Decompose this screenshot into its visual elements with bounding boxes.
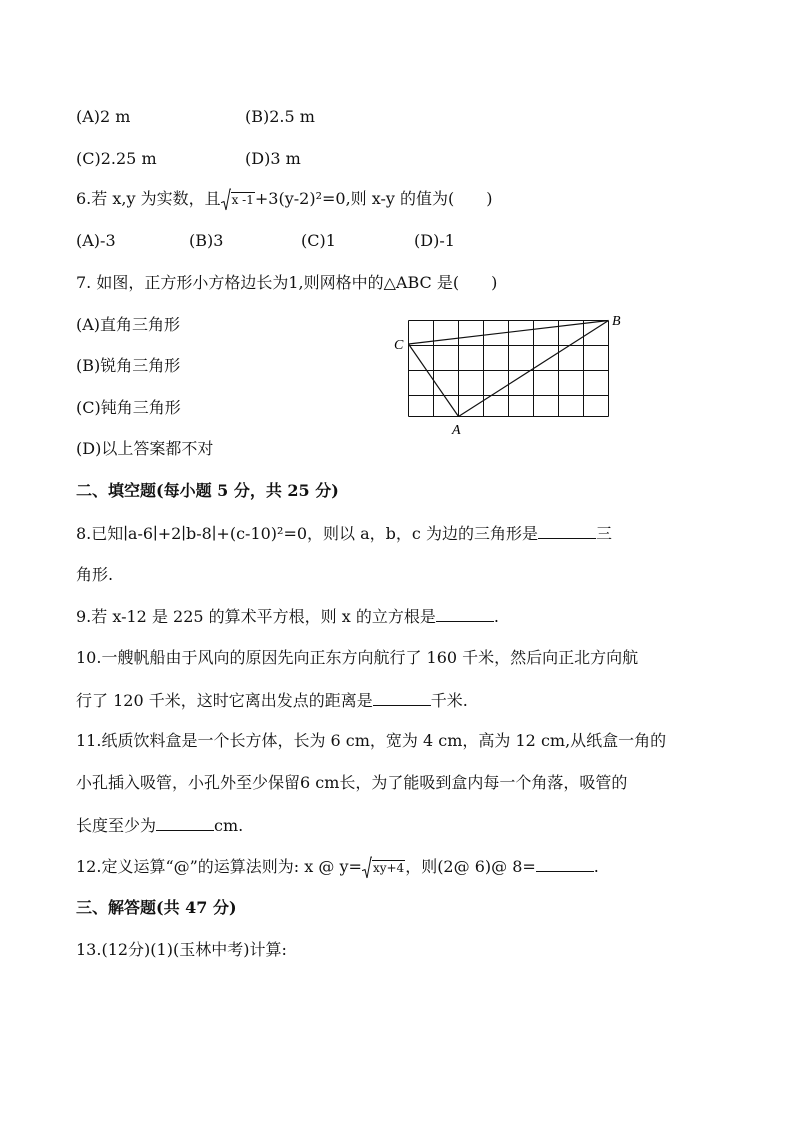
- q9-answer-blank: [436, 605, 494, 622]
- vertex-label-c: C: [394, 338, 404, 353]
- q6-stem-post: +3(y-2)²=0,则 x-y 的值为( ): [254, 189, 493, 208]
- q11-answer-blank: [156, 814, 214, 831]
- q7-option-d: (D)以上答案都不对: [76, 439, 214, 458]
- section-2-heading: 二、填空题(每小题 5 分，共 25 分): [76, 481, 339, 500]
- q10-answer-blank: [373, 689, 431, 706]
- section-3-heading: 三、解答题(共 47 分): [76, 898, 237, 917]
- q11-text: 长度至少为: [76, 816, 157, 835]
- question-8-line2: 角形.: [76, 565, 114, 584]
- q12-end: .: [593, 857, 599, 876]
- radical-sign-icon: [362, 856, 372, 879]
- q9-text: 9.若 x-12 是 225 的算术平方根，则 x 的立方根是: [76, 607, 436, 626]
- q6-radicand: x -1: [231, 193, 254, 207]
- question-11-line3: [76, 814, 243, 837]
- q6-stem-pre: 6.若 x,y 为实数，且: [76, 189, 221, 208]
- q7-option-b: (B)锐角三角形: [76, 356, 181, 375]
- q10-end: 千米.: [430, 691, 468, 710]
- q12-answer-blank: [536, 855, 594, 872]
- q8-text: 8.已知∣a-6∣+2∣b-8∣+(c-10)²=0，则以 a，b，c 为边的三角形是: [76, 524, 538, 543]
- q12-radicand: xy+4: [372, 861, 405, 875]
- q7-option-c: (C)钝角三角形: [76, 398, 181, 417]
- q5-option-c: (C)2.25 m: [76, 149, 157, 168]
- q12-sqrt: [362, 856, 405, 879]
- question-6-stem: [76, 188, 493, 211]
- q5-option-b: (B)2.5 m: [245, 107, 315, 126]
- question-10-line1: 10.一艘帆船由于风向的原因先向正东方向航行了 160 千米，然后向正北方向航: [76, 648, 639, 667]
- q10-text: 行了 120 千米，这时它离出发点的距离是: [76, 691, 373, 710]
- q11-end: cm.: [214, 816, 244, 835]
- question-7-stem: 7. 如图，正方形小方格边长为1,则网格中的△ABC 是( ): [76, 273, 498, 292]
- radical-sign-icon: [221, 188, 231, 211]
- question-9: [76, 605, 499, 628]
- q8-line1-end: 三: [595, 524, 612, 543]
- q6-option-a: (A)-3: [76, 231, 116, 250]
- q6-option-c: (C)1: [301, 231, 336, 250]
- question-8-line1: [76, 522, 612, 545]
- q5-option-a: (A)2 m: [76, 107, 131, 126]
- q9-end: .: [493, 607, 499, 626]
- question-13-stem: 13.(12分)(1)(玉林中考)计算:: [76, 940, 287, 959]
- q12-text-post: ，则(2@ 6)@ 8=: [405, 857, 536, 876]
- vertex-label-b: B: [612, 314, 621, 329]
- q6-sqrt: [221, 188, 255, 211]
- grid-lines: [409, 321, 609, 417]
- q6-option-b: (B)3: [189, 231, 224, 250]
- q5-option-d: (D)3 m: [245, 149, 301, 168]
- question-11-line2: 小孔插入吸管，小孔外至少保留6 cm长，为了能吸到盒内每一个角落，吸管的: [76, 773, 628, 792]
- question-10-line2: [76, 689, 468, 712]
- triangle-grid-figure: [388, 308, 628, 440]
- question-12: [76, 855, 599, 879]
- q6-option-d: (D)-1: [414, 231, 455, 250]
- vertex-label-a: A: [452, 423, 461, 438]
- q8-answer-blank: [538, 522, 596, 539]
- q7-option-a: (A)直角三角形: [76, 315, 181, 334]
- q12-text: 12.定义运算“@”的运算法则为: x @ y=: [76, 857, 362, 876]
- question-11-line1: 11.纸质饮料盒是一个长方体，长为 6 cm，宽为 4 cm，高为 12 cm,从纸盒一角的: [76, 731, 667, 750]
